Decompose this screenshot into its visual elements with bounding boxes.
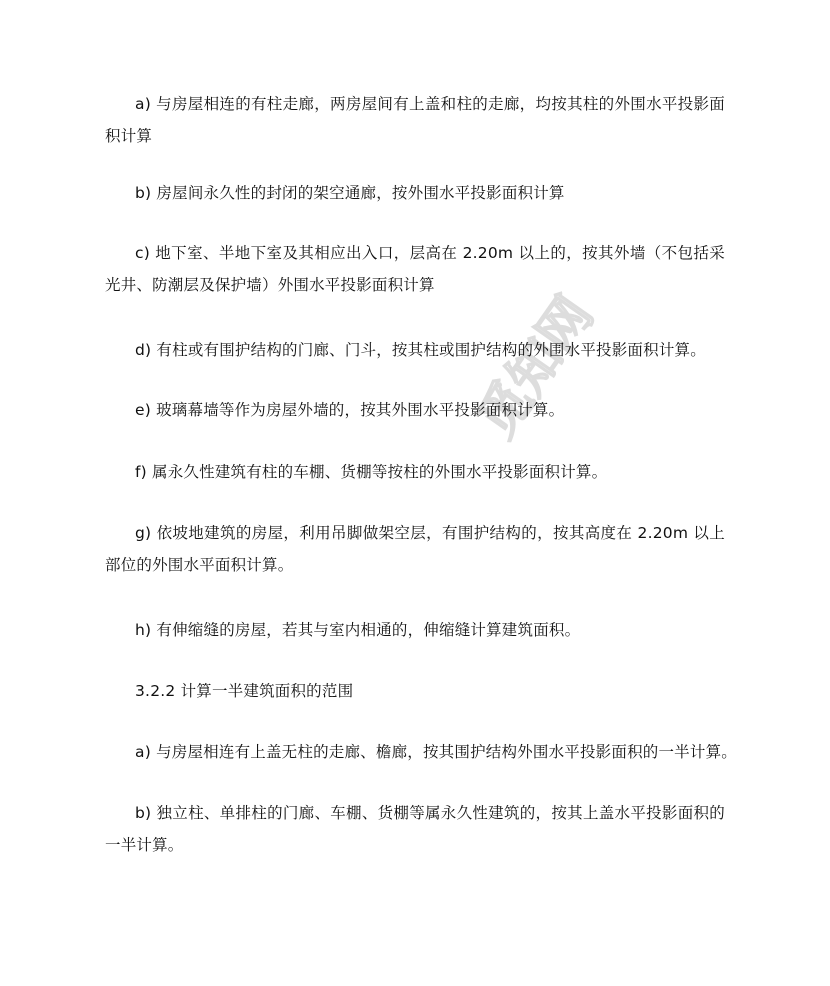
paragraph-line: 一半计算。: [105, 836, 184, 854]
paragraph-line: e) 玻璃幕墙等作为房屋外墙的，按其外围水平投影面积计算。: [135, 401, 565, 419]
paragraph-line: a) 与房屋相连有上盖无柱的走廊、檐廊，按其围护结构外围水平投影面积的一半计算。: [135, 743, 737, 761]
paragraph-line: d) 有柱或有围护结构的门廊、门斗，按其柱或围护结构的外围水平投影面积计算。: [135, 341, 706, 359]
section-heading-text: 3.2.2 计算一半建筑面积的范围: [135, 682, 354, 700]
paragraph-b-enclosed-skywalk: [105, 177, 725, 209]
paragraph-a-eaves-corridor: [105, 736, 737, 768]
paragraph-d-porch: [105, 334, 725, 366]
paragraph-line: 积计算: [105, 127, 153, 145]
section-heading-3-2-2: [105, 675, 725, 707]
paragraph-g-slope-building: [105, 517, 725, 581]
paragraph-line: g) 依坡地建筑的房屋，利用吊脚做架空层，有围护结构的，按其高度在 2.20m 以上: [135, 524, 725, 542]
paragraph-line: 部位的外围水平面积计算。: [105, 556, 294, 574]
paragraph-b-single-column-porch: [105, 797, 725, 861]
paragraph-line: b) 独立柱、单排柱的门廊、车棚、货棚等属永久性建筑的，按其上盖水平投影面积的: [135, 804, 725, 822]
paragraph-e-glass-curtain-wall: [105, 394, 725, 426]
paragraph-line: c) 地下室、半地下室及其相应出入口，层高在 2.20m 以上的，按其外墙（不包括采: [135, 244, 725, 262]
paragraph-line: b) 房屋间永久性的封闭的架空通廊，按外围水平投影面积计算: [135, 184, 565, 202]
paragraph-a-covered-corridor: [105, 88, 725, 152]
watermark-text: 觅知网: [466, 286, 606, 449]
paragraph-line: h) 有伸缩缝的房屋，若其与室内相通的，伸缩缝计算建筑面积。: [135, 621, 581, 639]
paragraph-line: 光井、防潮层及保护墙）外围水平投影面积计算: [105, 276, 435, 294]
paragraph-h-expansion-joint: [105, 614, 725, 646]
paragraph-f-carport: [105, 456, 725, 488]
paragraph-line: f) 属永久性建筑有柱的车棚、货棚等按柱的外围水平投影面积计算。: [135, 463, 608, 481]
paragraph-c-basement: [105, 237, 725, 301]
paragraph-line: a) 与房屋相连的有柱走廊，两房屋间有上盖和柱的走廊，均按其柱的外围水平投影面: [135, 95, 725, 113]
